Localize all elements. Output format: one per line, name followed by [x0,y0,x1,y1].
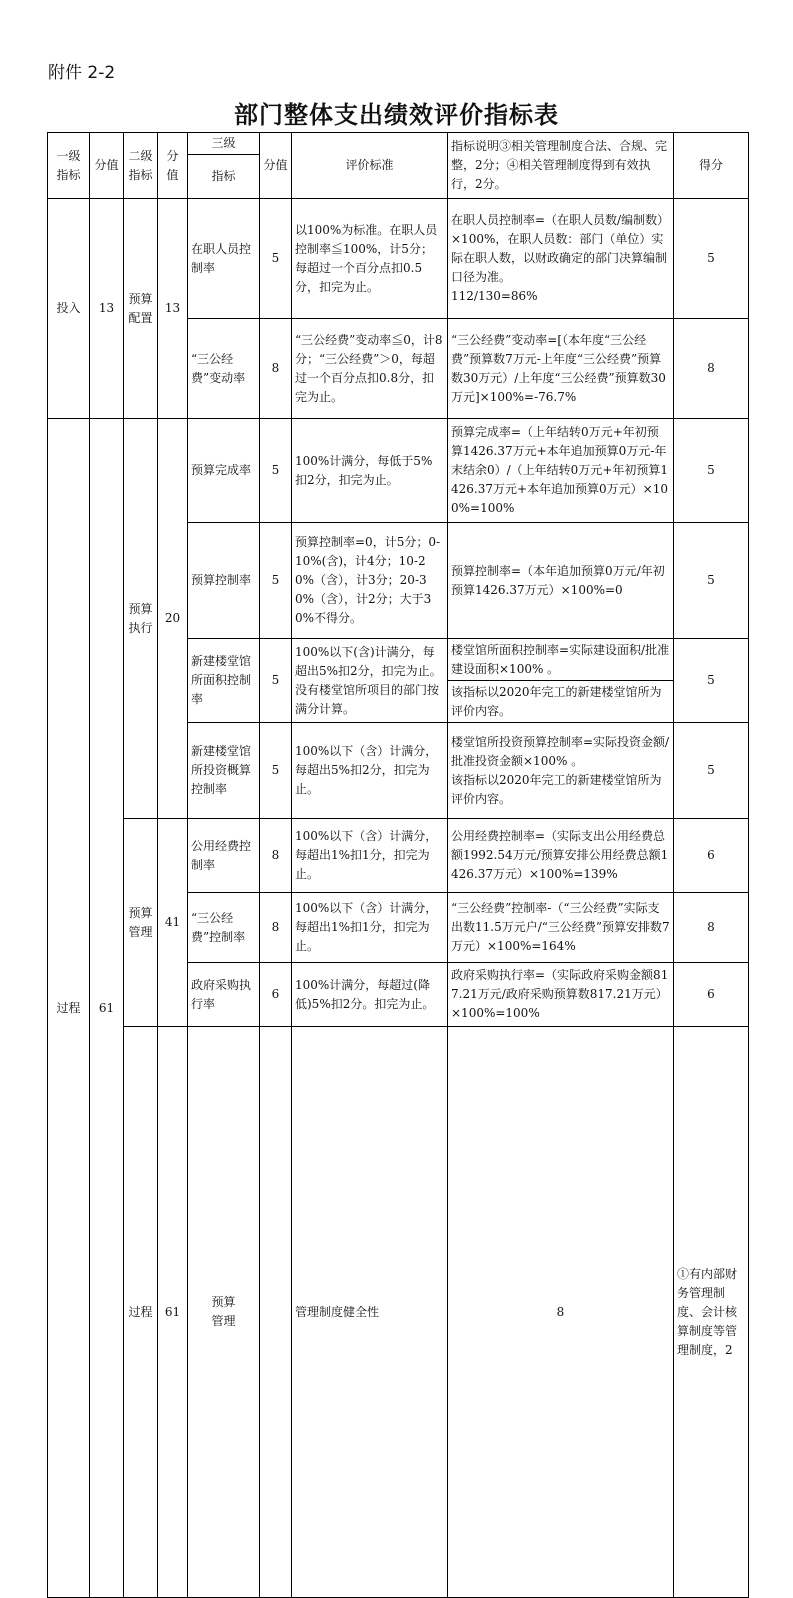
indicator-name: 政府采购执行率 [188,963,260,1027]
indicator-explanation: 预算完成率=（上年结转0万元+年初预算1426.37万元+本年追加预算0万元-年末结余0）/（上年结转0万元+年初预算1426.37万元+本年追加预算0万元）×100%=100% [448,419,674,523]
indicator-table [47,132,749,1598]
header-score2: 分值 [158,133,188,199]
indicator-got-score: 8 [674,319,749,419]
indicator-criteria: 100%以下(含)计满分，每超出5%扣2分，扣完为止。没有楼堂馆所项目的部门按满分计算。 [292,639,448,723]
indicator-score: 8 [260,819,292,893]
indicator-criteria: ①有内部财务管理制度、会计核算制度等管理制度，2 [674,1027,749,1598]
indicator-score: 5 [260,199,292,319]
level2-budget-allocation: 预算配置 [124,199,158,419]
level1-process-continued: 过程 [124,1027,158,1598]
indicator-name: 新建楼堂馆所面积控制率 [188,639,260,723]
indicator-got-score: 5 [674,199,749,319]
header-level3: 三级 [188,133,260,155]
table-row [48,1027,749,1598]
level1-process: 过程 [48,419,90,1598]
indicator-got-score: 6 [674,963,749,1027]
indicator-name: 在职人员控制率 [188,199,260,319]
indicator-got-score: 5 [674,419,749,523]
indicator-got-score: 5 [674,639,749,723]
indicator-criteria: 100%以下（含）计满分，每超出1%扣1分，扣完为止。 [292,819,448,893]
indicator-explanation: 楼堂馆所投资预算控制率=实际投资金额/批准投资金额×100% 。 该指标以2020年完工的新建楼堂馆所为评价内容。 [448,723,674,819]
indicator-score: 5 [260,723,292,819]
level2-budget-execution: 预算执行 [124,419,158,819]
indicator-name: 公用经费控制率 [188,819,260,893]
indicator-criteria: 100%以下（含）计满分，每超出5%扣2分，扣完为止。 [292,723,448,819]
indicator-explanation: “三公经费”变动率=[（本年度“三公经费”预算数7万元-上年度“三公经费”预算数30万元）/上年度“三公经费”预算数30万元]×100%=-76.7% [448,319,674,419]
indicator-name: 预算控制率 [188,523,260,639]
table-row [48,199,749,319]
indicator-explanation: 楼堂馆所面积控制率=实际建设面积/批准建设面积×100% 。 [448,639,674,681]
level1-process-score: 61 [90,419,124,1598]
level2-budget-management-continued: 预算管理 [188,1027,260,1598]
indicator-got-score: 5 [674,523,749,639]
indicator-score: 5 [260,523,292,639]
level1-process-continued-score: 61 [158,1027,188,1598]
indicator-explanation: “三公经费”控制率-（“三公经费”实际支出数11.5万元户/“三公经费”预算安排数7万元）×100%=164% [448,893,674,963]
indicator-got-score: 6 [674,819,749,893]
header-criteria: 评价标准 [292,133,448,199]
header-level3-indicator: 指标 [188,155,260,199]
indicator-score: 5 [260,419,292,523]
indicator-explanation: 在职人员控制率=（在职人员数/编制数）×100%，在职人员数：部门（单位）实际在职人数，以财政确定的部门决算编制口径为准。 112/130=86% [448,199,674,319]
indicator-name: “三公经费”控制率 [188,893,260,963]
page-title: 部门整体支出绩效评价指标表 [234,101,559,129]
header-level2: 二级指标 [124,133,158,199]
indicator-got-score: 5 [674,723,749,819]
indicator-criteria: “三公经费”变动率≦0，计8分；“三公经费”＞0，每超过一个百分点扣0.8分，扣完为止。 [292,319,448,419]
indicator-explanation: 公用经费控制率=（实际支出公用经费总额1992.54万元/预算安排公用经费总额1426.37万元）×100%=139% [448,819,674,893]
table-row [48,819,749,893]
level2-budget-execution-score: 20 [158,419,188,819]
indicator-explanation: 政府采购执行率=（实际政府采购金额817.21万元/政府采购预算数817.21万元）×100%=100% [448,963,674,1027]
indicator-score: 6 [260,963,292,1027]
indicator-got-score: 8 [674,893,749,963]
header-level1: 一级指标 [48,133,90,199]
indicator-explanation: 预算控制率=（本年追加预算0万元/年初预算1426.37万元）×100%=0 [448,523,674,639]
indicator-criteria: 100%以下（含）计满分，每超出1%扣1分，扣完为止。 [292,893,448,963]
level2-budget-management-score: 41 [158,819,188,1027]
indicator-name: “三公经费”变动率 [188,319,260,419]
level2-budget-management: 预算管理 [124,819,158,1027]
indicator-score: 5 [260,639,292,723]
indicator-criteria: 100%计满分，每低于5%扣2分，扣完为止。 [292,419,448,523]
header-got-score: 得分 [674,133,749,199]
header-explanation: 指标说明③相关管理制度合法、合规、完整，2分；④相关管理制度得到有效执行，2分。 [448,133,674,199]
level2-budget-allocation-score: 13 [158,199,188,419]
level1-input-score: 13 [90,199,124,419]
indicator-criteria: 预算控制率=0，计5分；0-10%(含)，计4分；10-20%（含），计3分；20-30%（含），计2分；大于30%不得分。 [292,523,448,639]
level1-input: 投入 [48,199,90,419]
indicator-criteria: 100%计满分，每超过(降低)5%扣2分。扣完为止。 [292,963,448,1027]
indicator-name: 管理制度健全性 [292,1027,448,1598]
header-score3: 分值 [260,133,292,199]
header-score1: 分值 [90,133,124,199]
table-row [48,419,749,523]
indicator-score: 8 [260,319,292,419]
attachment-label: 附件 2-2 [48,63,116,83]
indicator-score: 8 [448,1027,674,1598]
indicator-name: 预算完成率 [188,419,260,523]
indicator-explanation-note: 该指标以2020年完工的新建楼堂馆所为评价内容。 [448,681,674,723]
indicator-name: 新建楼堂馆所投资概算控制率 [188,723,260,819]
indicator-criteria: 以100%为标准。在职人员控制率≦100%，计5分；每超过一个百分点扣0.5分，扣完为止。 [292,199,448,319]
indicator-score: 8 [260,893,292,963]
level2-empty-score [260,1027,292,1598]
